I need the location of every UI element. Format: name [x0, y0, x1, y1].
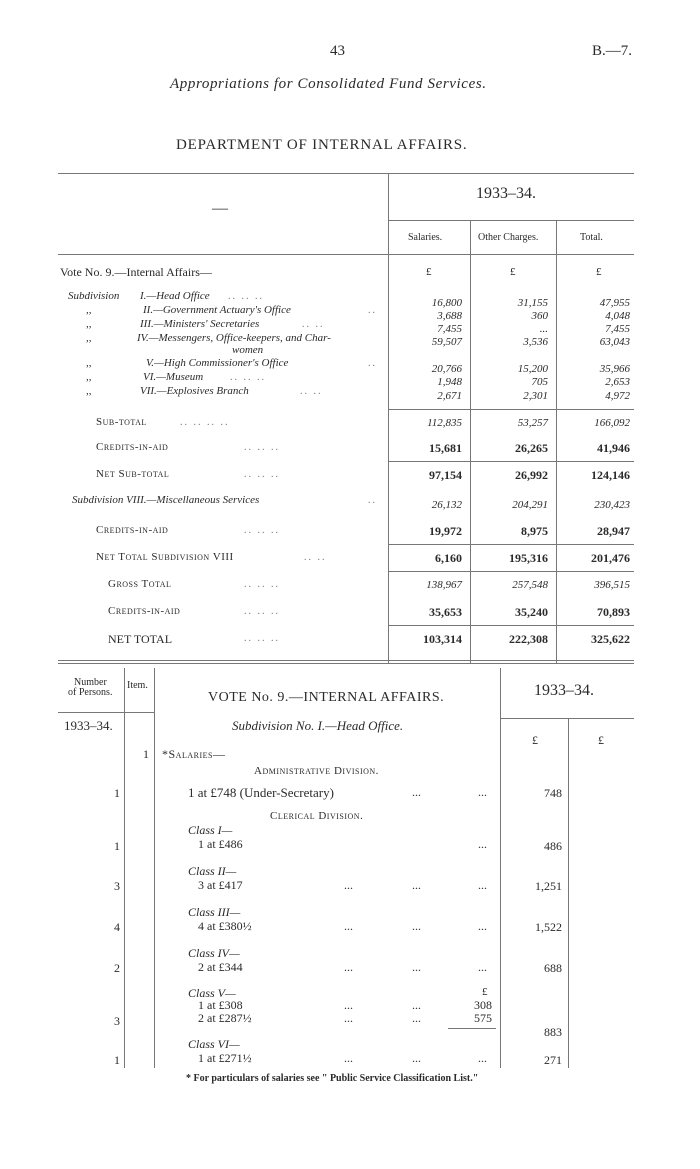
summary-dash: — — [212, 200, 228, 217]
row-label: Credits-in-aid — [96, 524, 169, 536]
ellipsis: ... — [478, 878, 487, 892]
salaries-value: 112,835 — [427, 417, 462, 429]
row-leader: .. .. .. — [244, 525, 280, 536]
ellipsis: ... — [344, 1011, 353, 1025]
pound-sign: £ — [482, 986, 488, 998]
salaries-value: 7,455 — [437, 323, 462, 335]
persons-count: 1 — [114, 1053, 120, 1067]
ellipsis: ... — [344, 1051, 353, 1065]
total-value: 28,947 — [597, 524, 630, 538]
row-prefix: ,, — [86, 357, 92, 369]
total-value: 4,972 — [605, 390, 630, 402]
row-leader: .. .. .. — [244, 442, 280, 453]
persons-count: 2 — [114, 961, 120, 975]
summary-top-rule — [58, 173, 634, 174]
department-title: DEPARTMENT OF INTERNAL AFFAIRS. — [176, 137, 468, 153]
other-charges-value: 222,308 — [509, 632, 548, 646]
ellipsis: ... — [412, 960, 421, 974]
summary-col-divider — [388, 173, 389, 663]
row-text-1: 1 at £308 — [198, 998, 243, 1012]
salaries-value: 3,688 — [437, 310, 462, 322]
detail-pound-2: £ — [598, 733, 604, 747]
ellipsis: ... — [344, 919, 353, 933]
amount: 1,251 — [535, 879, 562, 893]
ellipsis: ... — [344, 998, 353, 1012]
ellipsis: ... — [478, 837, 487, 851]
total-value: 35,966 — [599, 363, 630, 375]
total-value: 201,476 — [591, 551, 630, 565]
row-text: 1 at £486 — [198, 837, 243, 851]
persons-count: 4 — [114, 920, 120, 934]
salaries-value: 26,132 — [431, 499, 462, 511]
row-label: Sub-total — [96, 416, 147, 428]
row-label: Net Total Subdivision VIII — [96, 551, 234, 563]
row-prefix: ,, — [86, 385, 92, 397]
detail-header-rule-right — [500, 718, 634, 719]
row-label: III.—Ministers' Secretaries — [140, 318, 260, 330]
vote-title: VOTE No. 9.—INTERNAL AFFAIRS. — [208, 690, 445, 705]
total-value: 70,893 — [597, 605, 630, 619]
ellipsis: ... — [412, 919, 421, 933]
other-charges-value: 3,536 — [523, 336, 548, 348]
class-label: Class III— — [188, 905, 241, 919]
summary-header-rule — [58, 254, 634, 255]
persons-count: 1 — [114, 786, 120, 800]
row-label-continued: women — [232, 344, 264, 356]
total-value: 124,146 — [591, 468, 630, 482]
class-label: Class VI— — [188, 1037, 240, 1051]
salaries-value: 16,800 — [431, 297, 462, 309]
ellipsis: ... — [478, 919, 487, 933]
row-prefix: ,, — [86, 332, 92, 344]
row-leader: .. .. .. .. — [180, 417, 230, 428]
ellipsis: ... — [412, 1051, 421, 1065]
col-header-persons: of Persons. — [68, 687, 113, 698]
total-value: 41,946 — [597, 441, 630, 455]
total-value: 230,423 — [594, 499, 630, 511]
amount: 688 — [544, 961, 562, 975]
row-leader: .. — [368, 495, 377, 506]
other-charges-value: 8,975 — [521, 524, 548, 538]
detail-col-divider-2 — [154, 668, 155, 1068]
item-number: 1 — [143, 747, 149, 761]
row-leader: .. .. .. — [244, 633, 280, 644]
detail-header-rule-left — [58, 712, 154, 713]
detail-col-divider-4 — [568, 718, 569, 1068]
salaries-value: 15,681 — [429, 441, 462, 455]
other-charges-value: 257,548 — [512, 579, 548, 591]
row-prefix: ,, — [86, 371, 92, 383]
row-label: NET TOTAL — [108, 632, 173, 646]
vote-label: Vote No. 9.—Internal Affairs— — [60, 265, 212, 279]
pound-sign-other: £ — [510, 266, 516, 278]
rule-above-subtotal — [388, 409, 634, 410]
salaries-value: 97,154 — [429, 468, 462, 482]
row-prefix: Subdivision — [68, 290, 120, 302]
class-label: Class I— — [188, 823, 233, 837]
detail-year-left: 1933–34. — [64, 718, 113, 733]
salaries-value: 103,314 — [423, 632, 462, 646]
row-label: V.—High Commissioner's Office — [146, 357, 289, 369]
ellipsis: ... — [344, 960, 353, 974]
total-value: 63,043 — [599, 336, 630, 348]
ellipsis: ... — [412, 1011, 421, 1025]
detail-col-divider-1 — [124, 668, 125, 1068]
other-charges-value: 705 — [531, 376, 548, 388]
row-leader: .. .. — [304, 552, 327, 563]
rule-above-net-subtotal — [388, 461, 634, 462]
row-leader: .. .. .. — [244, 579, 280, 590]
detail-subheading: Subdivision No. I.—Head Office. — [232, 718, 404, 733]
col-header-number: Number — [74, 677, 107, 688]
col-header-salaries: Salaries. — [408, 232, 443, 243]
page-number: 43 — [330, 43, 345, 59]
row-prefix: ,, — [86, 304, 92, 316]
row-leader: .. .. .. — [230, 372, 266, 383]
col-header-item: Item. — [127, 680, 148, 691]
administrative-division-heading: Administrative Division. — [254, 765, 379, 777]
row-label: Subdivision VIII.—Miscellaneous Services — [72, 494, 260, 506]
other-charges-value: 204,291 — [512, 499, 548, 511]
row-label: Credits-in-aid — [96, 441, 169, 453]
ellipsis: ... — [412, 878, 421, 892]
salaries-value: 35,653 — [429, 605, 462, 619]
salaries-value: 19,972 — [429, 524, 462, 538]
persons-count: 1 — [114, 839, 120, 853]
salaries-value: 1,948 — [437, 376, 462, 388]
row-text-2: 2 at £287½ — [198, 1011, 252, 1025]
summary-col-divider-2 — [470, 220, 471, 663]
row-text: 3 at £417 — [198, 878, 243, 892]
row-label: IV.—Messengers, Office-keepers, and Char- — [137, 332, 331, 344]
row-label: I.—Head Office — [140, 290, 210, 302]
amount: 748 — [544, 786, 562, 800]
row-leader: .. .. .. — [228, 291, 264, 302]
amount: 271 — [544, 1053, 562, 1067]
total-value: 47,955 — [599, 297, 630, 309]
row-leader: .. .. .. — [244, 469, 280, 480]
class-label: Class V— — [188, 986, 236, 1000]
detail-year: 1933–34. — [534, 682, 594, 699]
row-leader: .. .. — [302, 319, 325, 330]
salaries-value: 138,967 — [426, 579, 462, 591]
other-charges-value: 195,316 — [509, 551, 548, 565]
other-charges-value: 53,257 — [517, 417, 548, 429]
other-charges-value: 2,301 — [523, 390, 548, 402]
persons-count: 3 — [114, 879, 120, 893]
sub-amount-1: 308 — [474, 998, 492, 1012]
ellipsis: ... — [478, 1051, 487, 1065]
summary-bottom-rule — [58, 660, 634, 661]
other-charges-value: 31,155 — [517, 297, 548, 309]
pound-sign-salaries: £ — [426, 266, 432, 278]
salaries-value: 59,507 — [431, 336, 462, 348]
row-prefix: ,, — [86, 318, 92, 330]
other-charges-value: 26,265 — [515, 441, 548, 455]
amount: 486 — [544, 839, 562, 853]
row-label: Net Sub-total — [96, 468, 170, 480]
row-text: 4 at £380½ — [198, 919, 252, 933]
salaries-value: 6,160 — [435, 551, 462, 565]
other-charges-value: ... — [539, 323, 548, 335]
other-charges-value: 35,240 — [515, 605, 548, 619]
row-label: Credits-in-aid — [108, 605, 181, 617]
class-label: Class IV— — [188, 946, 240, 960]
row-label: II.—Government Actuary's Office — [143, 304, 291, 316]
summary-year: 1933–34. — [476, 185, 536, 202]
total-value: 4,048 — [605, 310, 630, 322]
rule-above-net-viii — [388, 544, 634, 545]
row-text: 2 at £344 — [198, 960, 243, 974]
sub-amount-2: 575 — [474, 1011, 492, 1025]
salaries-value: 20,766 — [431, 363, 462, 375]
document-reference: B.—7. — [592, 43, 633, 59]
pound-sign-total: £ — [596, 266, 602, 278]
footnote: * For particulars of salaries see " Public Service Classification List." — [186, 1073, 479, 1084]
summary-year-rule — [388, 220, 634, 221]
ellipsis: ... — [478, 785, 487, 799]
clerical-division-heading: Clerical Division. — [270, 810, 364, 822]
total-value: 325,622 — [591, 632, 630, 646]
amount: 1,522 — [535, 920, 562, 934]
other-charges-value: 26,992 — [515, 468, 548, 482]
row-leader: .. .. .. — [244, 606, 280, 617]
row-label: VII.—Explosives Branch — [140, 385, 249, 397]
rule-above-gross — [388, 571, 634, 572]
row-leader: .. — [368, 358, 377, 369]
other-charges-value: 15,200 — [517, 363, 548, 375]
ellipsis: ... — [412, 785, 421, 799]
summary-bottom-rule-2 — [58, 663, 634, 664]
salaries-value: 2,671 — [437, 390, 462, 402]
other-charges-value: 360 — [531, 310, 548, 322]
rule-above-net-total — [388, 625, 634, 626]
class-label: Class II— — [188, 864, 237, 878]
row-leader: .. — [368, 305, 377, 316]
amount: 883 — [544, 1025, 562, 1039]
row-text: 1 at £748 (Under-Secretary) — [188, 785, 334, 800]
total-value: 7,455 — [605, 323, 630, 335]
summary-col-divider-3 — [556, 220, 557, 663]
row-label: VI.—Museum — [143, 371, 204, 383]
ellipsis: ... — [344, 878, 353, 892]
row-leader: .. .. — [300, 386, 323, 397]
detail-pound-1: £ — [532, 733, 538, 747]
page-subtitle: Appropriations for Consolidated Fund Services. — [170, 76, 487, 92]
persons-count: 3 — [114, 1014, 120, 1028]
row-text: 1 at £271½ — [198, 1051, 252, 1065]
ellipsis: ... — [478, 960, 487, 974]
salaries-heading: *Salaries— — [162, 747, 226, 761]
row-label: Gross Total — [108, 578, 172, 590]
col-header-total: Total. — [580, 232, 603, 243]
total-value: 396,515 — [594, 579, 630, 591]
total-value: 2,653 — [605, 376, 630, 388]
ellipsis: ... — [412, 998, 421, 1012]
total-value: 166,092 — [594, 417, 630, 429]
col-header-other-charges: Other Charges. — [478, 232, 539, 243]
sub-amount-rule — [448, 1028, 496, 1029]
detail-col-divider-3 — [500, 668, 501, 1068]
